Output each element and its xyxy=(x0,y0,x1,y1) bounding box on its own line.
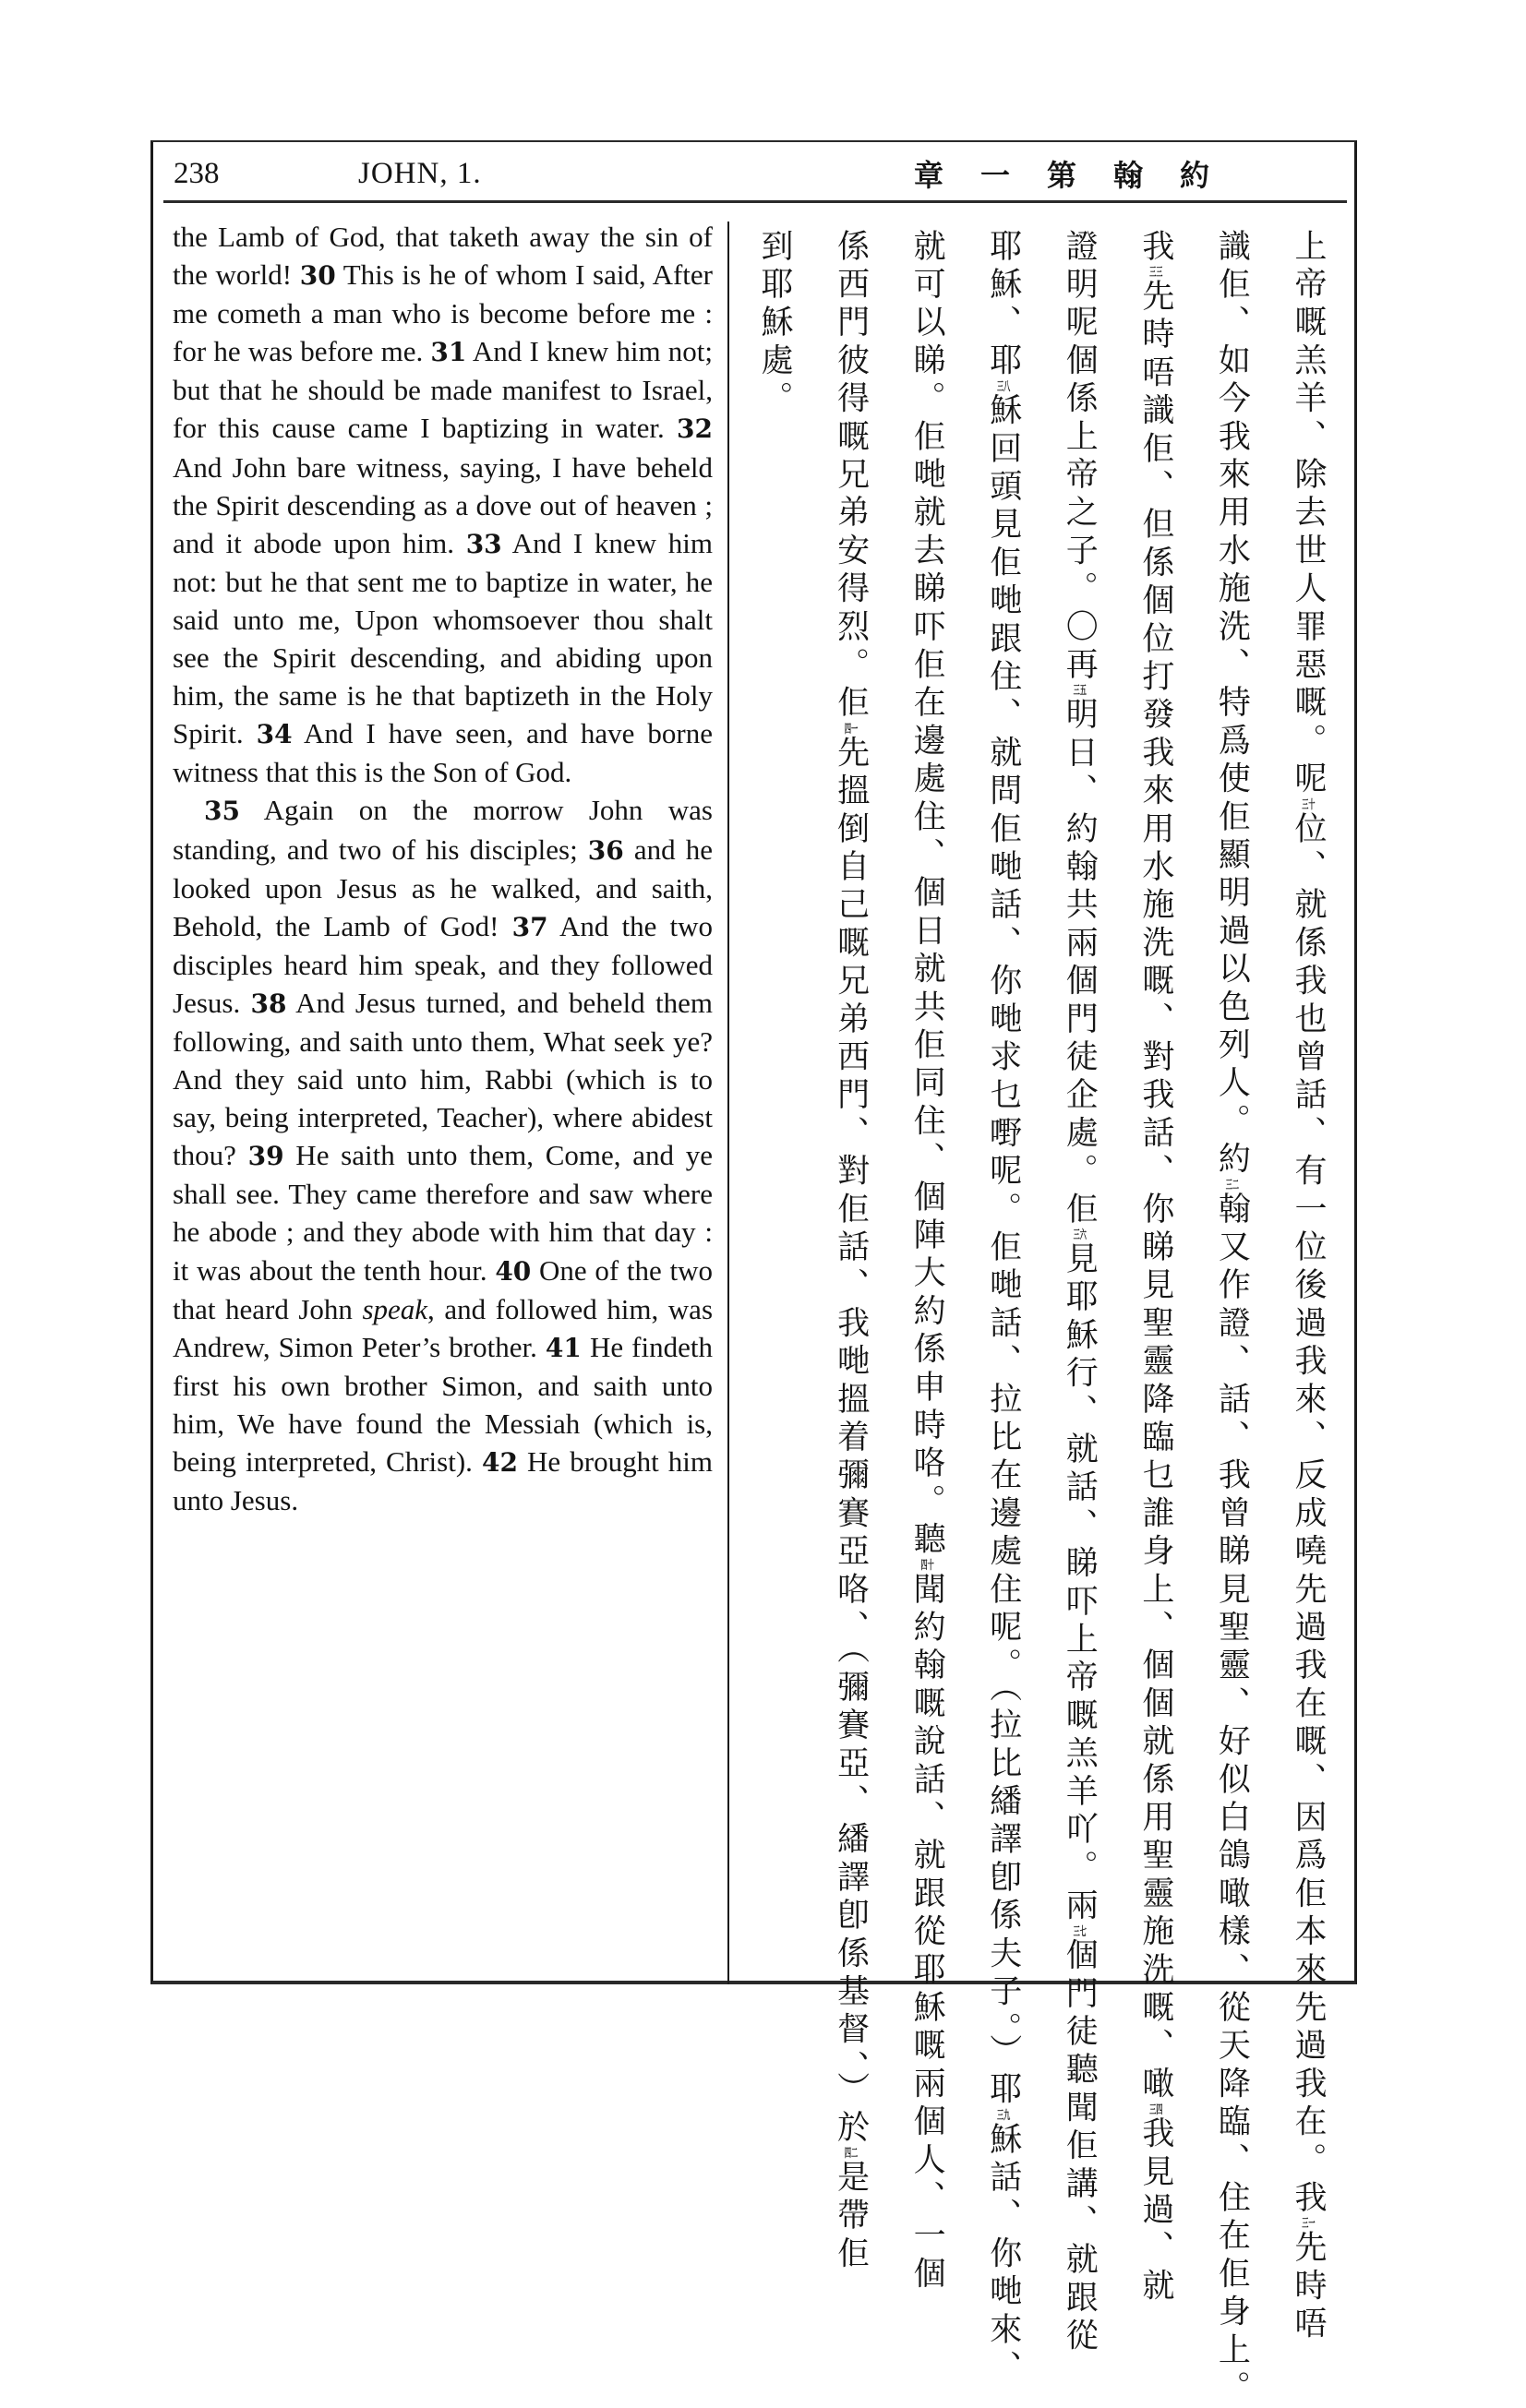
verse-number: 31 xyxy=(430,337,467,368)
verse-text: This is he of whom I said, After me cometh a man who is become before me : for he was before me. xyxy=(173,258,713,368)
chinese-verse-number: 四一 xyxy=(844,723,859,736)
chinese-text: 先時唔 xyxy=(1289,2230,1327,2345)
running-header-english xyxy=(174,148,482,199)
chinese-column xyxy=(746,229,803,1973)
column-divider xyxy=(727,222,729,1984)
verse-text: , and followed him, was Andrew, Simon Peter’s brother. xyxy=(173,1292,714,1363)
verse-number: 40 xyxy=(495,1255,532,1287)
verse-text: And the two disciples heard him speak, and they followed Jesus. xyxy=(173,909,713,1019)
chinese-verse-number: 四十 xyxy=(920,1560,934,1572)
chinese-text: 個門徒聽聞佢講、就跟從 xyxy=(1061,1937,1099,2357)
chinese-text: 耶穌、耶 xyxy=(984,229,1022,381)
chinese-text: 見耶穌行、就話、睇吓上帝嘅羔羊吖。兩 xyxy=(1061,1241,1099,1926)
verse-number: 30 xyxy=(299,260,336,292)
verse-text: And John bare witness, saying, I have beheld the Spirit descending as a dove out of heaven ; and it abode upon him. xyxy=(173,450,713,559)
verse-text: and he looked upon Jesus as he walked, and saith, Behold, the Lamb of God! xyxy=(173,833,713,942)
chinese-title-char: 第 xyxy=(1046,158,1076,193)
chinese-text: 先搵倒自己嘅兄弟西門、對佢話、我哋搵着彌賽亞咯、（彌賽亞、繙譯卽係基督、）於 xyxy=(832,735,870,2149)
verse-text: And I knew him not; but that he should be made manifest to Israel, for this cause came I baptizing in water. xyxy=(173,335,713,445)
chinese-verse-number: 四二 xyxy=(844,2148,859,2161)
verse-number: 34 xyxy=(256,719,293,750)
chinese-verse-number: 三七 xyxy=(1073,1925,1087,1938)
chinese-text: 係西門彼得嘅兄弟安得烈。佢 xyxy=(832,229,870,724)
verse-number: 36 xyxy=(587,834,624,866)
verse-text: One of the two that heard John xyxy=(173,1253,714,1325)
verse-number: 32 xyxy=(677,413,713,445)
verse-number: 41 xyxy=(545,1332,582,1363)
verse-text: And I knew him not: but he that sent me to baptize in water, he said unto me, Upon whomsoever thou shalt see the Spirit descending, and abiding upon him, the same is he that baptizeth in the Holy Spirit. xyxy=(173,526,713,750)
page-number: 238 xyxy=(174,156,220,190)
chinese-verse-number: 三五 xyxy=(1073,685,1087,698)
verse-text: the Lamb of God, that taketh away the sin of the world! xyxy=(173,221,713,292)
verse-text: He saith unto them, Come, and ye shall see. They came therefore and saw where he abode ; and they abode with him that day : it was about the tenth hour. xyxy=(173,1139,713,1287)
chinese-text: 是帶佢 xyxy=(832,2160,870,2274)
english-paragraph xyxy=(173,791,713,1519)
chinese-text: 聞約翰嘅說話、就跟從耶穌嘅兩個人、一個 xyxy=(908,1572,946,2294)
verse-number: 37 xyxy=(511,911,548,942)
header-rule xyxy=(163,200,1347,203)
verse-text: And Jesus turned, and beheld them following, and saith unto them, What seek ye? And they said unto him, Rabbi (which is to say, being interpreted, Teacher), where abidest thou? xyxy=(173,986,714,1172)
verse-text: And I have seen, and have borne witness that this is the Son of God. xyxy=(173,717,713,789)
chinese-column xyxy=(975,229,1032,2389)
chinese-column xyxy=(1280,229,1337,2345)
chinese-title-char: 翰 xyxy=(1112,158,1143,193)
chinese-verse-number: 三三 xyxy=(1149,267,1163,280)
english-paragraph xyxy=(173,218,713,791)
verse-number: 33 xyxy=(465,528,502,559)
chinese-text: 證明呢個係上帝之子。〇再 xyxy=(1061,229,1099,686)
verse-text: He findeth first his own brother Simon, and saith unto him, We have found the Messiah (which is, being interpreted, Christ). xyxy=(173,1330,713,1478)
chinese-column xyxy=(1127,229,1184,2306)
chinese-text: 翰又作證、話、我曾睇見聖靈、好似白鴿噉樣、從天降臨、住在佢身上。 xyxy=(1213,1192,1251,2408)
italic-text: speak xyxy=(362,1292,428,1325)
chinese-verse-number: 三十 xyxy=(1302,799,1316,811)
chinese-verse-number: 三一 xyxy=(1302,2218,1316,2231)
chinese-text: 先時唔識佢、但係個位打發我來用水施洗嘅、對我話、你睇見聖靈降臨乜誰身上、個個就係用聖靈施洗嘅、噉 xyxy=(1136,279,1174,2104)
chinese-column xyxy=(823,229,880,2274)
chinese-text: 就可以睇。佢哋就去睇吓佢在邊處住、個日就共佢同住、個陣大約係申時咯。聽 xyxy=(908,229,946,1560)
chinese-text: 穌回頭見佢哋跟住、就問佢哋話、你哋求乜嘢呢。佢哋話、拉比在邊處住呢。（拉比繙譯卽係夫子。）耶 xyxy=(984,392,1022,2111)
chinese-column xyxy=(1203,229,1260,2408)
chinese-text: 到耶穌處。 xyxy=(756,229,793,419)
chinese-text-area xyxy=(746,229,1337,2408)
chinese-title-char: 章 xyxy=(914,158,944,193)
chinese-text: 穌話、你哋來、 xyxy=(984,2122,1022,2389)
chinese-verse-number: 三八 xyxy=(997,380,1011,393)
chinese-verse-number: 三四 xyxy=(1149,2103,1163,2116)
chinese-title-char: 一 xyxy=(979,158,1010,193)
verse-text: Again on the morrow John was standing, and two of his disciples; xyxy=(173,794,713,866)
chinese-text: 我見過、就 xyxy=(1136,2115,1174,2306)
verse-number: 39 xyxy=(247,1141,284,1172)
chinese-text: 我 xyxy=(1136,229,1174,268)
chinese-text: 上帝嘅羔羊、除去世人罪惡嘅。呢 xyxy=(1289,229,1327,799)
chinese-title-char: 約 xyxy=(1179,158,1209,193)
chinese-text: 明日、約翰共兩個門徒企處。佢 xyxy=(1061,697,1099,1230)
chinese-column xyxy=(1051,229,1108,2357)
verse-text: He brought him unto Jesus. xyxy=(173,1445,713,1517)
chinese-verse-number: 三九 xyxy=(997,2110,1011,2123)
english-text-column xyxy=(173,218,713,1519)
chinese-verse-number: 三六 xyxy=(1073,1229,1087,1242)
chinese-text: 識佢、如今我來用水施洗、特爲使佢顯明過以色列人。約 xyxy=(1213,229,1251,1180)
verse-number: 35 xyxy=(204,796,240,827)
chinese-text: 位、就係我也曾話、有一位後過我來、反成嘵先過我在嘅、因爲佢本來先過我在。我 xyxy=(1289,811,1327,2219)
running-head: JOHN, 1. xyxy=(358,156,482,190)
chinese-column xyxy=(898,229,955,2294)
running-header-chinese xyxy=(914,148,1209,199)
verse-number: 38 xyxy=(250,988,287,1019)
verse-number: 42 xyxy=(481,1447,518,1478)
chinese-verse-number: 三二 xyxy=(1225,1180,1240,1192)
